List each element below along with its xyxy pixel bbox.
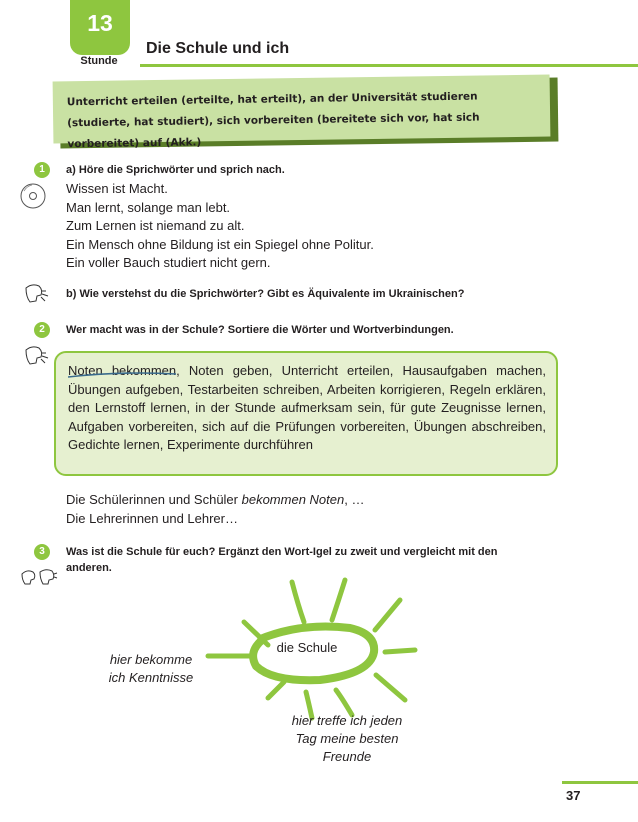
exercise-1a-task: a) Höre die Sprichwörter und sprich nach.: [66, 164, 285, 176]
hedgehog-ray: [376, 675, 405, 700]
page-number: 37: [566, 788, 581, 803]
exercise-3-number: 3: [34, 544, 50, 560]
example-sentence-2: Die Lehrerinnen und Lehrer…: [66, 510, 238, 526]
example-sentence-1: Die Schülerinnen und Schüler bekommen Noten, …: [66, 492, 365, 507]
lesson-number-tab: [70, 0, 130, 55]
pair-work-icon: [20, 566, 58, 590]
proverb-item: Zum Lernen ist niemand zu alt.: [66, 218, 245, 233]
hedgehog-ray: [332, 580, 345, 620]
footer-divider: [562, 781, 638, 784]
audio-cd-icon: [18, 181, 48, 211]
speaking-icon: [22, 344, 50, 368]
proverb-item: Wissen ist Macht.: [66, 181, 168, 196]
exercise-2-number: 2: [34, 322, 50, 338]
vocabulary-line-1: Unterricht erteilen (erteilte, hat erteilt), an der Universität studieren: [66, 90, 478, 109]
vocabulary-box: [53, 75, 551, 151]
proverbs-list: [66, 180, 374, 273]
proverb-item: Ein Mensch ohne Bildung ist ein Spiegel ohne Politur.: [66, 236, 374, 252]
strikethrough-mark: [68, 371, 176, 379]
hedgehog-ray: [385, 650, 415, 652]
page-title: Die Schule und ich: [146, 40, 290, 57]
exercise-2-task: Wer macht was in der Schule? Sortiere die Wörter und Wortverbindungen.: [66, 324, 454, 336]
exercise-3-task: [66, 544, 566, 576]
hedgehog-hint-bottom: hier treffe ich jeden Tag meine besten Freunde: [291, 713, 403, 764]
exercise-3-task-line-1: Was ist die Schule für euch? Ergänzt den Wort-Igel zu zweit und vergleicht mit den: [66, 546, 498, 558]
vocabulary-line-2: (studierte, hat studiert), sich vorbereiten (bereitete sich vor, hat sich vorbereitet) auf (Akk.): [67, 111, 480, 151]
exercise-1-number: 1: [34, 162, 50, 178]
hedgehog-ray: [268, 682, 284, 698]
speaking-icon: [22, 282, 50, 306]
proverb-item: Man lernt, solange man lebt.: [66, 199, 231, 215]
exercise-3-task-line-2: anderen.: [66, 562, 112, 574]
hedgehog-ray: [375, 600, 400, 630]
header-divider: [140, 64, 638, 67]
hedgehog-hint-left: hier bekomme ich Kenntnisse: [108, 652, 194, 685]
lesson-number: 13: [87, 10, 113, 36]
word-list: [68, 362, 546, 455]
word-list-items: , Noten geben, Unterricht erteilen, Hausaufgaben machen, Übungen aufgeben, Testarbeiten schreiben, Arbeiten korrigieren, Regeln erklären, den Lernstoff lernen, in der Stunde aufmerksam sein, für gute Zeugnisse lernen, Aufgaben vorbereiten, sich auf die Prüfungen vorbereiten, Übungen abschreiben, Gedichte lernen, Experimente durchführen: [68, 363, 546, 452]
example-sentences: [66, 491, 364, 528]
hedgehog-ray: [292, 582, 304, 622]
exercise-1b-task: b) Wie verstehst du die Sprichwörter? Gibt es Äquivalente im Ukrainischen?: [66, 288, 465, 300]
hedgehog-center-word: die Schule: [276, 640, 338, 655]
proverb-item: Ein voller Bauch studiert nicht gern.: [66, 255, 271, 270]
struck-example-phrase: Noten bekommen: [68, 363, 177, 378]
lesson-label: Stunde: [80, 55, 118, 67]
